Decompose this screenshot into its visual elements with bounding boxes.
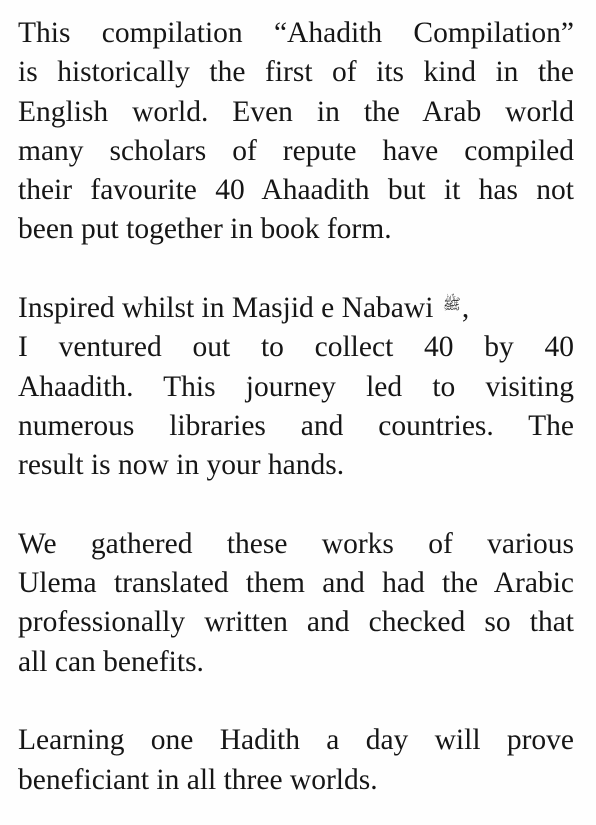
- text-line: is historically the first of its kind in the: [18, 56, 574, 89]
- text-line: been put together in book form.: [18, 213, 392, 246]
- text-line: We gathered these works of various: [18, 527, 574, 560]
- salutation-glyph: ﷺ: [442, 295, 461, 314]
- text-line: Ulema translated them and had the Arabic: [18, 567, 574, 600]
- text-line: Ahaadith. This journey led to visiting: [18, 370, 574, 403]
- text-line: their favourite 40 Ahaadith but it has not: [18, 174, 574, 207]
- text-fragment: ,: [461, 292, 470, 325]
- body-text: [18, 14, 574, 800]
- text-line: I ventured out to collect 40 by 40: [18, 331, 574, 364]
- text-line: many scholars of repute have compiled: [18, 134, 574, 167]
- paragraph-method: [18, 525, 574, 682]
- paragraph-closing: [18, 721, 574, 800]
- text-line: result is now in your hands.: [18, 449, 345, 482]
- text-line: English world. Even in the Arab world: [18, 95, 574, 128]
- paragraph-inspiration: [18, 289, 574, 485]
- text-line: professionally written and checked so that: [18, 606, 574, 639]
- text-line: This compilation “Ahadith Compilation”: [18, 17, 574, 49]
- text-line: Learning one Hadith a day will prove: [18, 724, 574, 757]
- text-line: numerous libraries and countries. The: [18, 409, 574, 442]
- text-line: all can benefits.: [18, 645, 204, 678]
- paragraph-intro: [18, 14, 574, 250]
- text-line: beneficiant in all three worlds.: [18, 763, 378, 796]
- text-fragment: Inspired whilst in Masjid e Nabawi: [18, 292, 434, 325]
- text-line: [18, 289, 574, 328]
